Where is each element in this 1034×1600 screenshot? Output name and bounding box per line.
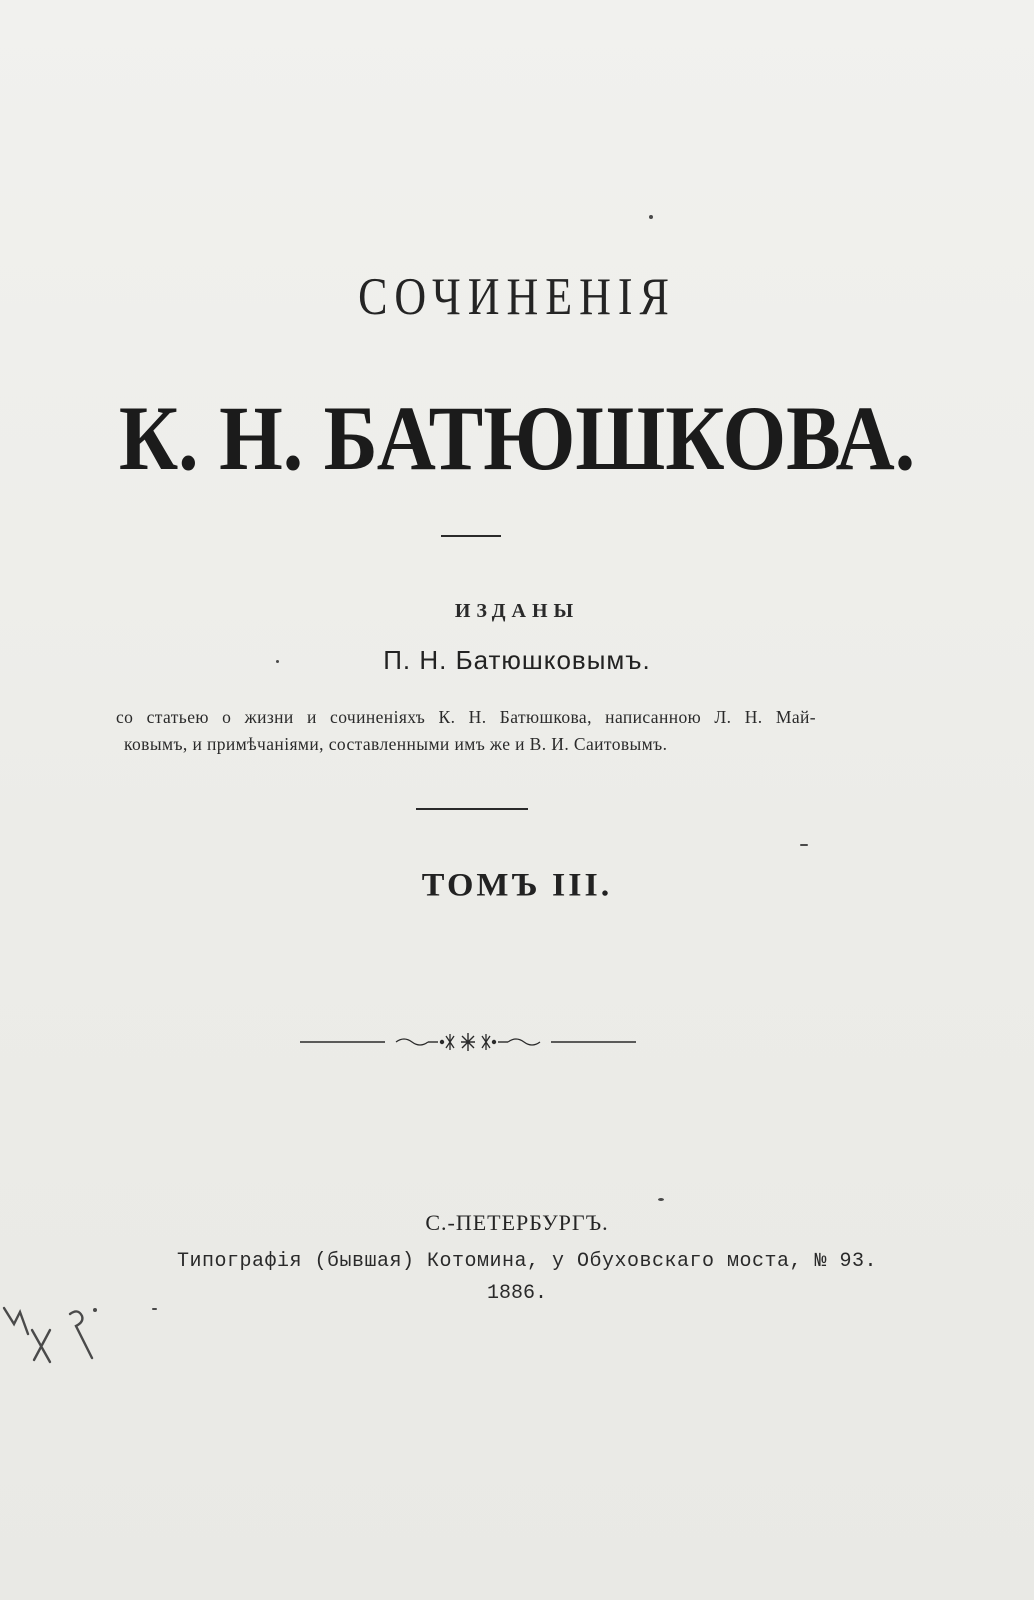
press-line: Типографія (бывшая) Котомина, у Обуховскаго моста, № 93. [176,1250,878,1273]
paper-speck [658,1198,664,1201]
article-line-1: со статьею о жизни и сочиненіяхъ К. Н. Батюшкова, написанною Л. Н. Май- [116,707,816,727]
article-line-2: ковымъ, и примѣчаніями, составленными имъ же и В. И. Саитовымъ. [124,734,668,754]
paper-speck [152,1308,157,1310]
city-label: С.-ПЕТЕРБУРГЪ. [425,1210,609,1235]
editor-name: П. Н. Батюшковымъ. [383,645,651,675]
author-heading: К. Н. БАТЮШКОВА. [118,388,916,490]
paper-speck [649,215,653,219]
issued-label: ИЗДАНЫ [454,600,580,622]
works-heading: СОЧИНЕНІЯ [358,267,676,326]
paper-speck [276,660,279,663]
paper-speck [800,844,808,846]
pencil-annotation-icon [0,1300,110,1390]
year-label: 1886. [486,1282,547,1305]
ornamental-rule-icon [300,1030,636,1054]
short-divider [441,535,501,537]
middle-divider [416,808,528,810]
volume-label: ТОМЪ III. [421,868,613,904]
